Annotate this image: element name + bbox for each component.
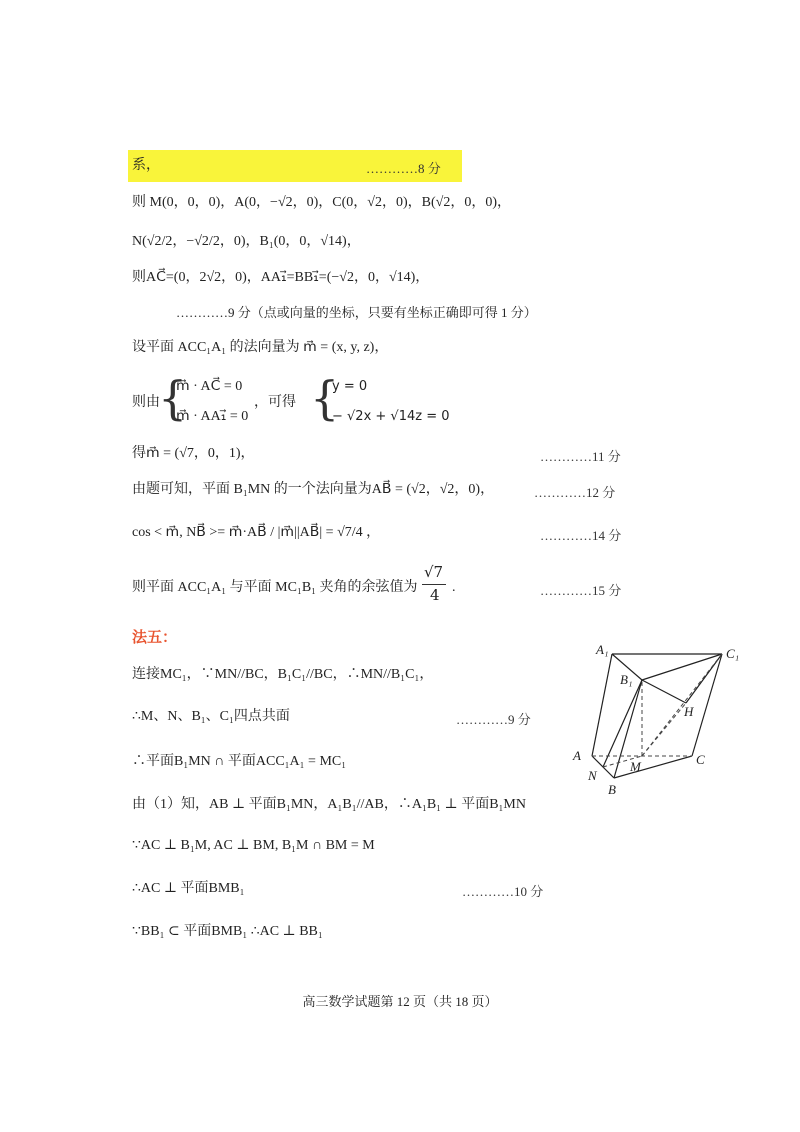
label-a1: A₁ (596, 642, 609, 657)
answer-numerator: √7 (424, 563, 444, 581)
method5-line-4: 由（1）知，AB ⊥ 平面B₁MN，A₁B₁//AB，∴A₁B₁ ⊥ 平面B₁MN (132, 797, 526, 812)
edge-m-c1-dashed (642, 654, 722, 756)
score-15: …………15 分 (540, 583, 622, 598)
method-five-title: 法五： (132, 628, 178, 646)
score-8: …………8 分 (366, 161, 441, 176)
method5-line-2: ∴M、N、B₁、C₁四点共面 (132, 709, 290, 724)
label-b1: B₁ (620, 672, 633, 687)
vector-line: 则AC⃗=(0，2√2，0)，AA₁⃗=BB₁⃗=(−√2，0，√14)， (132, 270, 430, 285)
plane-normal-line: 由题可知，平面 B₁MN 的一个法向量为AB⃗ = (√2，√2，0)， (132, 482, 495, 497)
edge-c-c1 (692, 654, 722, 756)
system-mid: ，可得 (254, 395, 296, 410)
score-11: …………11 分 (540, 449, 621, 464)
edge-m-h-dashed (642, 703, 686, 756)
method5-line-6: ∴AC ⊥ 平面BMB₁ (132, 881, 245, 896)
method5-line-7: ∵BB₁ ⊂ 平面BMB₁ ∴AC ⊥ BB₁ (132, 924, 323, 939)
method5-line-1: 连接MC₁，∵MN//BC，B₁C₁//BC，∴MN//B₁C₁， (132, 667, 434, 682)
label-n: N (588, 768, 597, 783)
score-12: …………12 分 (534, 485, 616, 500)
edge-b1-h (642, 680, 686, 703)
answer-period: . (452, 580, 456, 595)
label-c1: C₁ (726, 646, 740, 661)
system-eq-2: m⃗ · AA₁⃗ = 0 (176, 409, 249, 424)
method5-line-3: ∴平面B₁MN ∩ 平面ACC₁A₁ = MC₁ (132, 754, 347, 769)
system-result-2: − √2x + √14z = 0 (332, 409, 450, 424)
system-eq-1: m⃗ · AC⃗ = 0 (176, 379, 243, 394)
system-result-1: y = 0 (332, 379, 368, 394)
coords-line-1: 则 M(0，0，0)，A(0，−√2，0)，C(0，√2，0)，B(√2，0，0)， (132, 195, 511, 210)
text-line-1: 系， (132, 158, 160, 173)
edge-b1-c1 (642, 654, 722, 680)
page-footer: 高三数学试题第 12 页（共 18 页） (302, 994, 498, 1009)
edge-b-c (614, 756, 692, 778)
prism-figure (570, 640, 750, 800)
brace-right: { (310, 371, 340, 425)
answer-denominator: 4 (430, 586, 440, 604)
label-c: C (696, 752, 705, 767)
system-prefix: 则由 (132, 395, 160, 410)
conclusion-line: 则平面 ACC₁A₁ 与平面 MC₁B₁ 夹角的余弦值为 (132, 580, 418, 595)
label-h: H (684, 704, 694, 719)
method5-line-5: ∵AC ⊥ B₁M, AC ⊥ BM, B₁M ∩ BM = M (132, 838, 375, 853)
label-a: A (573, 748, 581, 763)
label-m: M (630, 759, 641, 774)
label-b: B (608, 782, 616, 797)
normal-result-line: 得m⃗ = (√7，0，1)， (132, 446, 255, 461)
edge-a-a1 (592, 654, 612, 756)
score-9-b: …………9 分 (456, 712, 531, 727)
normal-vector-line: 设平面 ACC₁A₁ 的法向量为 m⃗ = (x, y, z)， (132, 340, 389, 355)
edge-n-b1 (603, 680, 642, 767)
score-14: …………14 分 (540, 528, 622, 543)
score-10: …………10 分 (462, 884, 544, 899)
coords-line-2: N(√2/2，−√2/2，0)，B₁(0，0，√14)， (132, 234, 361, 249)
score-note-9: …………9 分（点或向量的坐标，只要有坐标正确即可得 1 分） (176, 305, 537, 320)
cos-line: cos < m⃗, NB⃗ >= m⃗·AB⃗ / |m⃗||AB⃗| = √7/4 ， (132, 525, 381, 540)
answer-fraction-bar (422, 584, 446, 585)
brace-left: { (158, 371, 188, 425)
